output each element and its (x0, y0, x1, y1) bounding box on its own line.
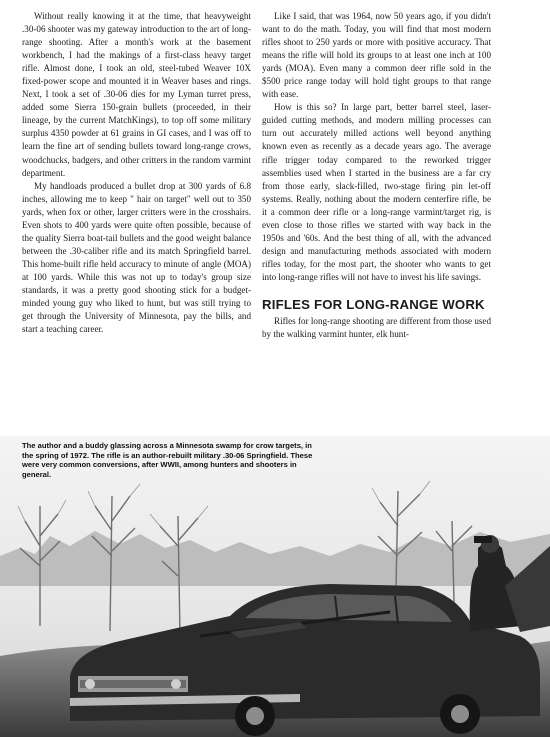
photo-car-swamp (0, 436, 550, 737)
body-paragraph: Without really knowing it at the time, that heavyweight .30-06 shooter was my gateway introduction to the art of long-range shooting. After a month's work at the basement workbench, I had the makings of a first-class heavy target rifle. Almost done, I took an old, steel-tubed Weaver 10X fixed-power scope and mounted it in Weaver bases and rings. Next, I took a set of .30-06 dies for my Lyman turret press, added some Sierra 150-grain bullets (proceeded, in their lineage, by the current MatchKings), to top off some military surplus 4350 powder at 61 grains in GI cases, and I was off to learn the fine art of sending bullets toward long-range crows, woodchucks, badgers, and other critters in the random varmint department. (22, 11, 251, 178)
body-paragraph: Rifles for long-range shooting are different from those used by the walking varmint hunter, elk hunt- (262, 316, 492, 340)
body-paragraph: My handloads produced a bullet drop at 300 yards of 6.8 inches, allowing me to keep " hair on target" well out to 350 yards, when fox or other, larger critters were in the crosshairs. Even shots to 400 yards were quite often possible, because of the quality Sierra boat-tail bullets and the good weight balance between the .30-caliber rifle and its match Springfield barrel. This home-built rifle held accuracy to minute of angle (MOA) at 100 yards. While this was not up to today's group size standards, it was a pretty good shooting stick for a budget-minded young guy who liked to hunt, but was still trying to get through the University of Minnesota, pay the bills, and start a teaching career. (22, 180, 251, 335)
body-paragraph: Like I said, that was 1964, now 50 years ago, if you didn't want to do the math. Today, you will find that most modern rifles shoot to 250 yards or more with positive accuracy. That means the rifle will hold its groups to at least one inch at 100 yards (MOA). Even many a common deer rifle sold in the $500 price range today will hold tight groups to that range with ease. (262, 11, 491, 100)
section-heading: RIFLES FOR LONG-RANGE WORK (262, 296, 485, 312)
right-column (262, 10, 491, 341)
body-paragraph: How is this so? In large part, better barrel steel, laser-guided cutting methods, and modern milling processes can turn out accurately milled actions well beyond anything known even as recently as a decade years ago. The average rifle trigger today compared to the reworked trigger assemblies used when I started in the business are a far cry from those early, slack-filled, two-stage firing pin let-off systems. Really, nothing about the modern centerfire rifle, be it a common deer rifle or a long-range varmint/target rig, is even close to those rifles we started with way back in the 1950s and '60s. And the best thing of all, with the advanced design and manufacturing methods associated with modern rifles today, for the most part, the shooter who wants to get into long-range rifles will not have to invest his life savings. (262, 102, 491, 282)
photo-caption: The author and a buddy glassing across a Minnesota swamp for crow targets, in the spring of 1972. The rifle is an author-rebuilt military .30-06 Springfield. These were very common conversions, after WWII, among hunters and shooters in general. (22, 441, 313, 479)
left-column (22, 10, 251, 336)
